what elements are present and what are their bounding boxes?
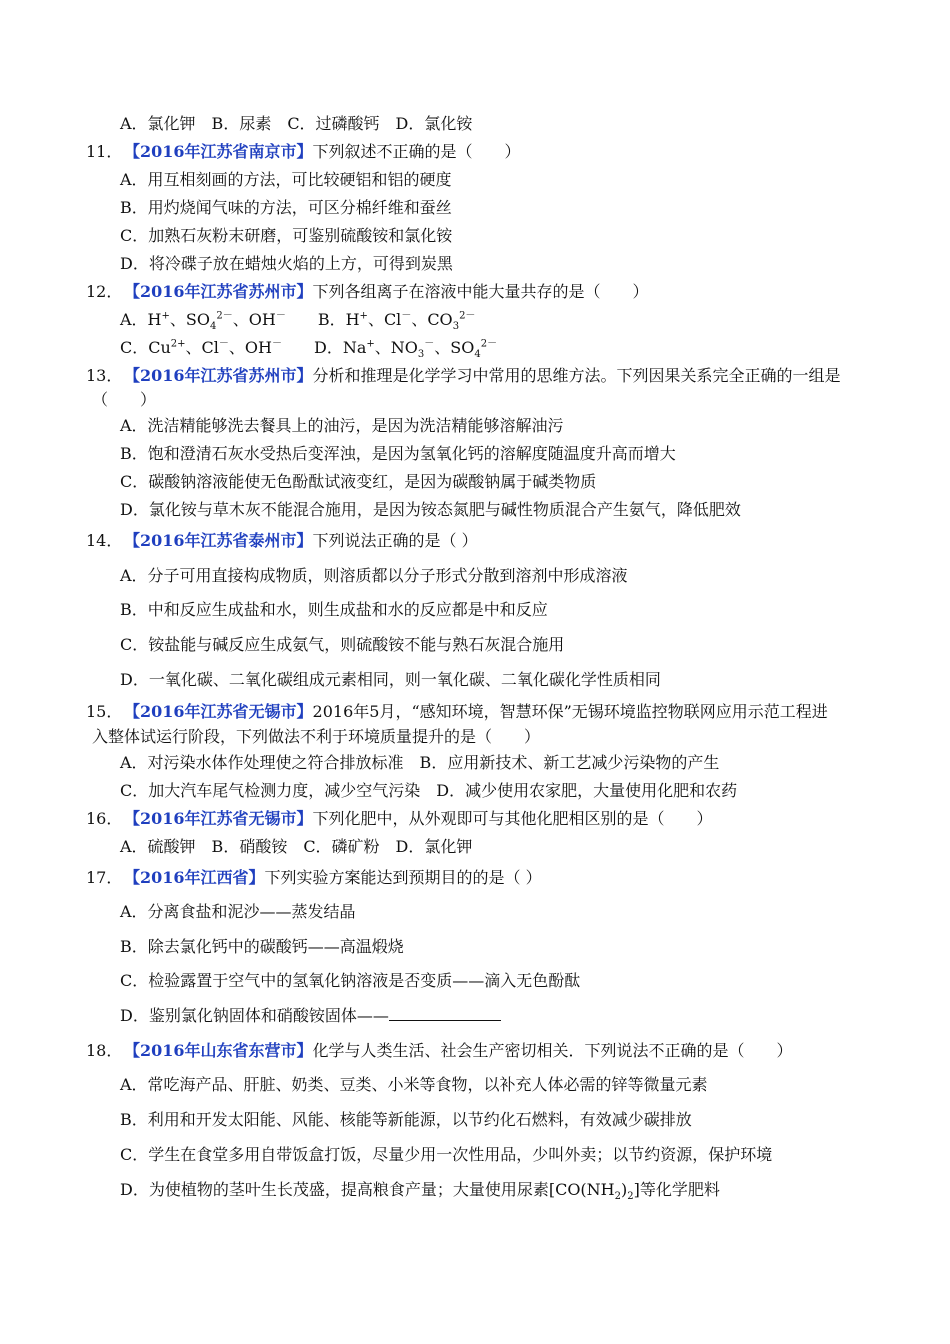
question-17: [86, 868, 542, 888]
question-source: 【2016年江苏省苏州市】: [124, 282, 313, 301]
answer-blank[interactable]: [389, 1006, 501, 1021]
q12-options-ab: A．H+、$SO_4^{2-}$、OH－ B．H+、Cl－、$CO_3^{2-}$: [120, 310, 476, 333]
question-stem-continued: （ ）: [92, 390, 157, 409]
option-c: C．检验露置于空气中的氢氧化钠溶液是否变质——滴入无色酚酞: [120, 971, 581, 990]
question-number: 11．: [86, 142, 123, 161]
q12-options-cd: C．$Cu^{2+}$、Cl－、OH－ D．Na+、$NO_3^-$、$SO_4^{2-}$: [120, 338, 498, 361]
question-source: 【2016年江苏省无锡市】: [124, 702, 313, 721]
option-c: C．学生在食堂多用自带饭盒打饭，尽量少用一次性用品，少叫外卖；以节约资源，保护环境: [120, 1145, 773, 1164]
question-source: 【2016年江苏省泰州市】: [124, 531, 313, 550]
option-b: B．利用和开发太阳能、风能、核能等新能源，以节约化石燃料，有效减少碳排放: [120, 1110, 692, 1129]
option-a: A．分子可用直接构成物质，则溶质都以分子形式分散到溶剂中形成溶液: [120, 566, 628, 585]
options-ab: A．对污染水体作处理使之符合排放标准 B．应用新技术、新工艺减少污染物的产生: [120, 753, 720, 772]
question-number: 13．: [86, 366, 123, 385]
q16-options: A．硫酸钾 B．硝酸铵 C．磷矿粉 D．氯化钾: [120, 837, 473, 856]
question-number: 16．: [86, 809, 123, 828]
option-d-text: D．为使植物的茎叶生长茂盛，提高粮食产量；大量使用尿素[CO(NH: [120, 1180, 615, 1199]
question-11: [86, 142, 521, 162]
question-stem: 分析和推理是化学学习中常用的思维方法。下列因果关系完全正确的一组是: [312, 366, 841, 385]
option-d: D．将冷碟子放在蜡烛火焰的上方，可得到炭黑: [120, 254, 453, 273]
question-source: 【2016年江西省】: [124, 868, 265, 887]
option-b: B．饱和澄清石灰水受热后变浑浊，是因为氢氧化钙的溶解度随温度升高而增大: [120, 444, 676, 463]
q10-options: A．氯化钾 B．尿素 C．过磷酸钙 D．氯化铵: [120, 114, 473, 133]
question-number: 15．: [86, 702, 123, 721]
question-stem-continued: 入整体试运行阶段，下列做法不利于环境质量提升的是（ ）: [92, 727, 541, 746]
option-c: C．加熟石灰粉末研磨，可鉴别硫酸铵和氯化铵: [120, 226, 453, 245]
question-number: 17．: [86, 868, 123, 887]
option-c: C．铵盐能与碱反应生成氨气，则硫酸铵不能与熟石灰混合施用: [120, 635, 565, 654]
option-b: B．中和反应生成盐和水，则生成盐和水的反应都是中和反应: [120, 600, 548, 619]
option-a: A．用互相刻画的方法，可比较硬铝和铝的硬度: [120, 170, 452, 189]
question-stem: 2016年5月，“感知环境，智慧环保”无锡环境监控物联网应用示范工程进: [312, 702, 828, 721]
question-16: [86, 809, 713, 829]
question-source: 【2016年江苏省无锡市】: [124, 809, 313, 828]
option-d: D．为使植物的茎叶生长茂盛，提高粮食产量；大量使用尿素$[CO(NH_2)_2]$等化学肥料: [120, 1180, 720, 1203]
option-a: A．常吃海产品、肝脏、奶类、豆类、小米等食物，以补充人体必需的锌等微量元素: [120, 1075, 708, 1094]
question-18: [86, 1041, 793, 1061]
question-number: 18．: [86, 1041, 123, 1060]
option-d-text: D．鉴别氯化钠固体和硝酸铵固体——: [120, 1006, 389, 1025]
question-stem: 化学与人类生活、社会生产密切相关．下列说法不正确的是（ ）: [312, 1041, 793, 1060]
question-stem: 下列说法正确的是（ ）: [312, 531, 478, 550]
option-d-tail: 等化学肥料: [639, 1180, 720, 1199]
option-a: A．洗洁精能够洗去餐具上的油污，是因为洗洁精能够溶解油污: [120, 416, 564, 435]
question-number: 14．: [86, 531, 123, 550]
question-15: [86, 702, 828, 722]
question-14: [86, 531, 478, 551]
options-cd: C．加大汽车尾气检测力度，减少空气污染 D．减少使用农家肥，大量使用化肥和农药: [120, 781, 738, 800]
option-a: A．分离食盐和泥沙——蒸发结晶: [120, 902, 356, 921]
option-b: B．用灼烧闻气味的方法，可区分棉纤维和蚕丝: [120, 198, 452, 217]
option-c: C．碳酸钠溶液能使无色酚酞试液变红，是因为碳酸钠属于碱类物质: [120, 472, 597, 491]
option-d: D．一氧化碳、二氧化碳组成元素相同，则一氧化碳、二氧化碳化学性质相同: [120, 670, 661, 689]
question-source: 【2016年江苏省苏州市】: [124, 366, 313, 385]
question-number: 12．: [86, 282, 123, 301]
question-stem: 下列各组离子在溶液中能大量共存的是（ ）: [312, 282, 649, 301]
question-source: 【2016年江苏省南京市】: [124, 142, 313, 161]
option-b: B．除去氯化钙中的碳酸钙——高温煅烧: [120, 937, 404, 956]
question-stem: 下列化肥中，从外观即可与其他化肥相区别的是（ ）: [312, 809, 713, 828]
question-13: [86, 366, 841, 386]
question-stem: 下列实验方案能达到预期目的的是（ ）: [264, 868, 542, 887]
question-12: [86, 282, 649, 302]
question-source: 【2016年山东省东营市】: [124, 1041, 313, 1060]
option-d: [120, 1006, 501, 1026]
question-stem: 下列叙述不正确的是（ ）: [312, 142, 521, 161]
option-d: D．氯化铵与草木灰不能混合施用，是因为铵态氮肥与碱性物质混合产生氨气，降低肥效: [120, 500, 741, 519]
